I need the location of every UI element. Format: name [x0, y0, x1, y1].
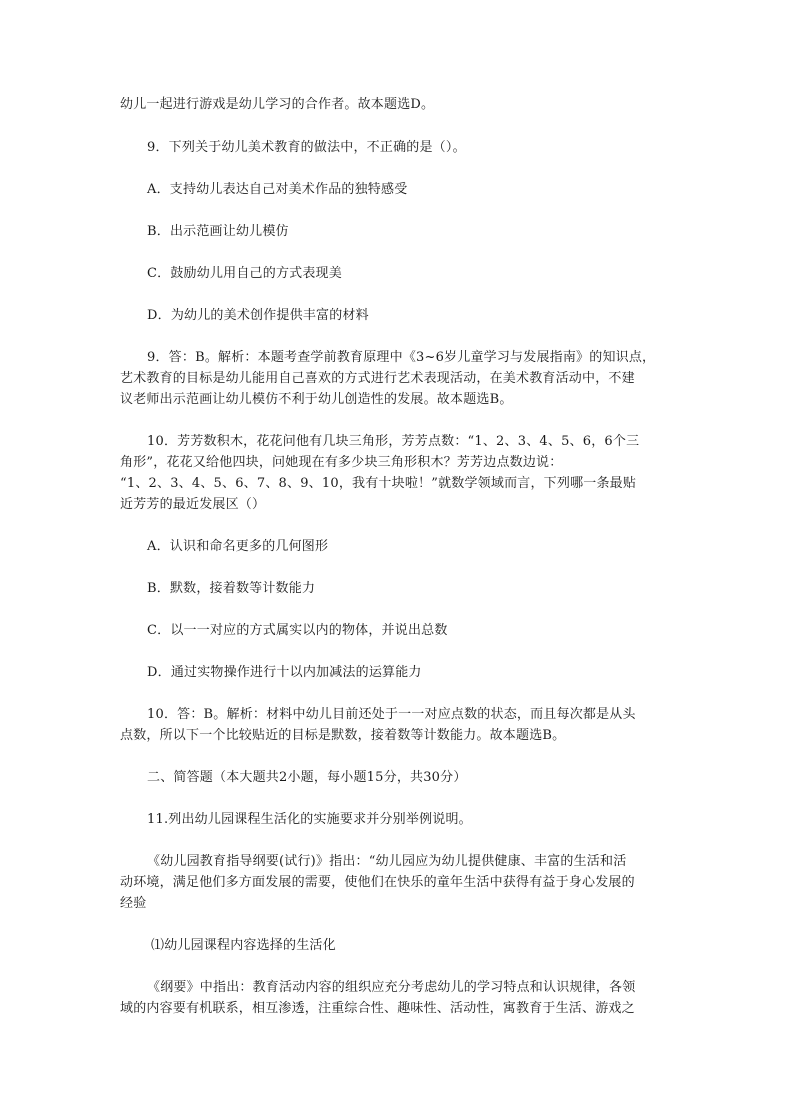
answer-9-line-1: 9．答：B。解析：本题考查学前教育原理中《3~6岁儿童学习与发展指南》的知识点，: [147, 350, 656, 365]
question-10-option-c: C．以一一对应的方式属实以内的物体，并说出总数: [147, 623, 448, 638]
question-10-line-2: 角形”，花花又给他四块，问她现在有多少块三角形积木？芳芳边点数边说：: [120, 455, 563, 470]
question-10-line-3: “1、2、3、4、5、6、7、8、9、10，我有十块啦！”就数学领域而言，下列哪一条最贴: [120, 476, 637, 491]
answer-9-line-3: 议老师出示范画让幼儿模仿不利于幼儿创造性的发展。故本题选B。: [120, 392, 513, 407]
question-11: 11.列出幼儿园课程生活化的实施要求并分别举例说明。: [147, 812, 472, 827]
question-10-line-4: 近芳芳的最近发展区（）: [120, 497, 266, 512]
paragraph-1-line-1: 《幼儿园教育指导纲要(试行)》指出：“幼儿园应为幼儿提供健康、丰富的生活和活: [147, 854, 627, 869]
question-10-option-d: D．通过实物操作进行十以内加减法的运算能力: [147, 665, 422, 680]
paragraph-1-line-3: 经验: [120, 896, 147, 911]
question-9-option-d: D．为幼儿的美术创作提供丰富的材料: [147, 308, 369, 323]
paragraph-1-line-2: 动环境，满足他们多方面发展的需要，使他们在快乐的童年生活中获得有益于身心发展的: [120, 875, 635, 890]
paragraph-2-line-2: 域的内容要有机联系，相互渗透，注重综合性、趣味性、活动性，寓教育于生活、游戏之: [120, 1001, 635, 1016]
answer-9-line-2: 艺术教育的目标是幼儿能用自己喜欢的方式进行艺术表现活动，在美术教育活动中，不建: [120, 371, 635, 386]
paragraph-2-line-1: 《纲要》中指出：教育活动内容的组织应充分考虑幼儿的学习特点和认识规律，各领: [147, 980, 636, 995]
question-10-option-a: A．认识和命名更多的几何图形: [147, 539, 329, 554]
question-10-option-b: B．默数，接着数等计数能力: [147, 581, 316, 596]
subheading-1: ⑴幼儿园课程内容选择的生活化: [151, 938, 336, 953]
question-9-option-a: A．支持幼儿表达自己对美术作品的独特感受: [147, 182, 408, 197]
text-line-1: 幼儿一起进行游戏是幼儿学习的合作者。故本题选D。: [120, 97, 435, 112]
question-9-option-c: C．鼓励幼儿用自己的方式表现美: [147, 266, 342, 281]
question-9-option-b: B．出示范画让幼儿模仿: [147, 224, 289, 239]
answer-10-line-2: 点数，所以下一个比较贴近的目标是默数，接着数等计数能力。故本题选B。: [120, 728, 566, 743]
section-heading: 二、简答题（本大题共2小题，每小题15分，共30分）: [147, 770, 467, 785]
question-9: 9．下列关于幼儿美术教育的做法中，不正确的是（）。: [147, 140, 466, 155]
question-10-line-1: 10．芳芳数积木，花花问他有几块三角形，芳芳点数：“1、2、3、4、5、6，6个三: [147, 434, 640, 449]
answer-10-line-1: 10．答：B。解析：材料中幼儿目前还处于一一对应点数的状态，而且每次都是从头: [147, 707, 636, 722]
